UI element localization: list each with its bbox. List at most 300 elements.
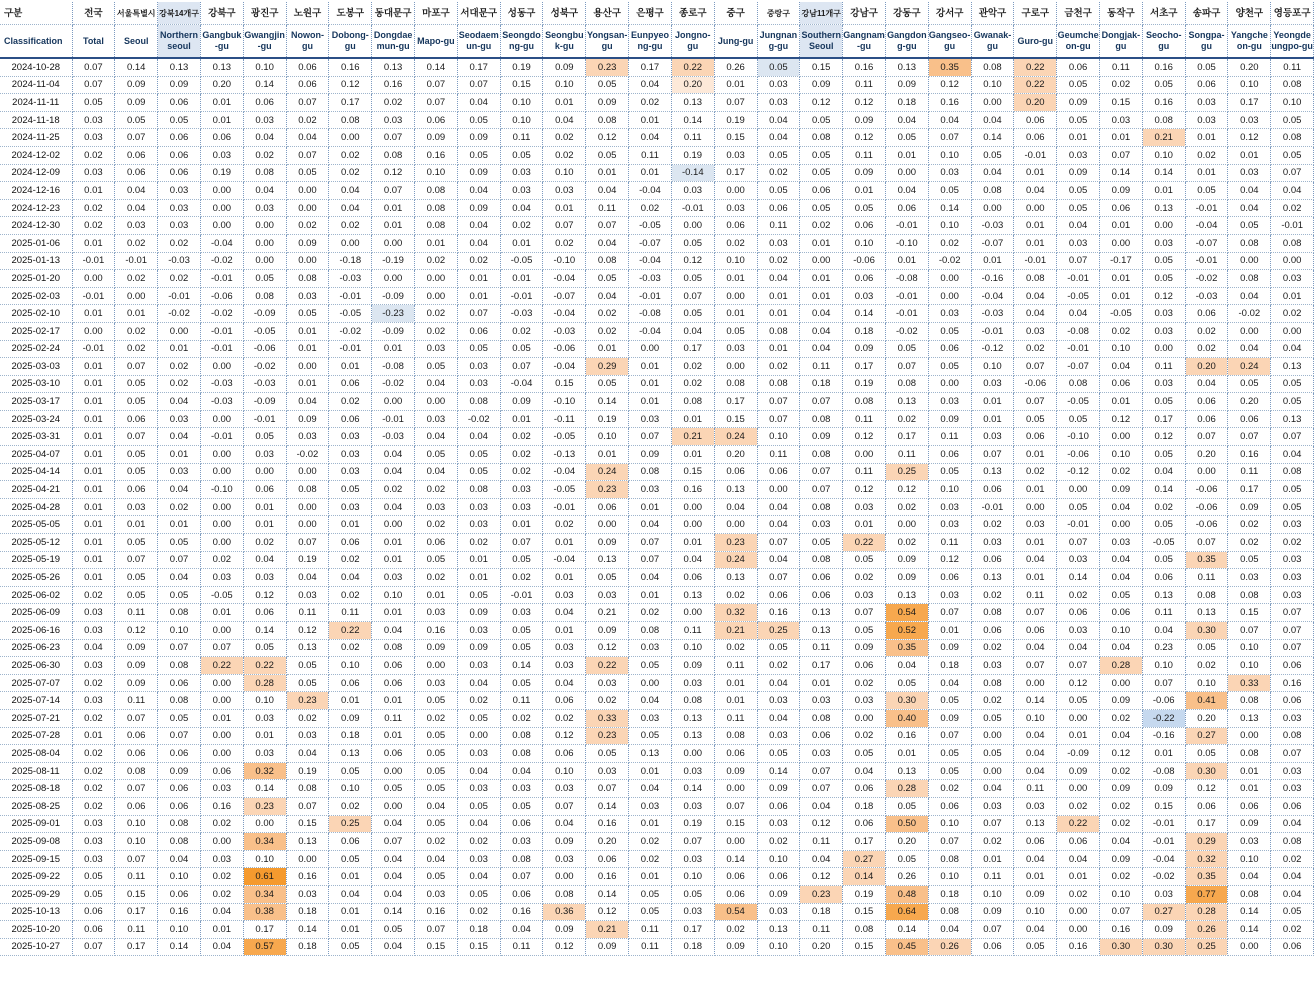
cell-r11-c2: -0.03 — [158, 252, 201, 270]
cell-r22-c19: 0.11 — [885, 446, 928, 464]
table-row — [0, 358, 1314, 376]
cell-r29-c13: 0.04 — [629, 569, 672, 587]
cell-r40-c20: 0.05 — [928, 762, 971, 780]
cell-r38-c23: 0.01 — [1057, 727, 1100, 745]
cell-r24-c8: 0.02 — [415, 481, 458, 499]
cell-r4-c17: 0.08 — [800, 129, 843, 147]
cell-r10-c8: 0.01 — [415, 234, 458, 252]
cell-r16-c18: 0.09 — [843, 340, 886, 358]
cell-r19-c26: 0.06 — [1185, 393, 1228, 411]
table-row — [0, 270, 1314, 288]
cell-r21-c4: 0.05 — [243, 428, 286, 446]
table-row — [0, 938, 1314, 956]
cell-r14-c5: 0.05 — [286, 305, 329, 323]
cell-r40-c3: 0.06 — [200, 762, 243, 780]
cell-r50-c4: 0.57 — [243, 938, 286, 956]
cell-r10-c0: 0.01 — [72, 234, 115, 252]
cell-r46-c18: 0.14 — [843, 868, 886, 886]
cell-r38-c12: 0.23 — [586, 727, 629, 745]
column-header-en-10: Seongdong-gu — [500, 25, 543, 59]
cell-r32-c7: 0.04 — [372, 622, 415, 640]
cell-r44-c14: 0.07 — [671, 833, 714, 851]
cell-r6-c23: 0.09 — [1057, 164, 1100, 182]
cell-r19-c9: 0.08 — [457, 393, 500, 411]
cell-r20-c21: 0.01 — [971, 410, 1014, 428]
cell-r49-c1: 0.11 — [115, 921, 158, 939]
table-row — [0, 709, 1314, 727]
cell-r44-c28: 0.08 — [1271, 833, 1314, 851]
cell-r35-c14: 0.03 — [671, 674, 714, 692]
column-header-kr-15: 중구 — [714, 2, 757, 25]
cell-r12-c23: -0.01 — [1057, 270, 1100, 288]
cell-r5-c22: -0.01 — [1014, 146, 1057, 164]
table-row — [0, 692, 1314, 710]
cell-r23-c25: 0.04 — [1142, 463, 1185, 481]
cell-r26-c9: 0.03 — [457, 516, 500, 534]
cell-r18-c19: 0.08 — [885, 375, 928, 393]
cell-r20-c18: 0.11 — [843, 410, 886, 428]
cell-r16-c1: 0.02 — [115, 340, 158, 358]
cell-r43-c12: 0.16 — [586, 815, 629, 833]
cell-r45-c1: 0.07 — [115, 850, 158, 868]
cell-r40-c12: 0.03 — [586, 762, 629, 780]
cell-r0-c1: 0.14 — [115, 58, 158, 76]
cell-r7-c2: 0.03 — [158, 182, 201, 200]
cell-r19-c23: -0.05 — [1057, 393, 1100, 411]
cell-r33-c8: 0.09 — [415, 639, 458, 657]
cell-r22-c7: 0.04 — [372, 446, 415, 464]
cell-r36-c3: 0.00 — [200, 692, 243, 710]
cell-r34-c10: 0.14 — [500, 657, 543, 675]
cell-r9-c8: 0.08 — [415, 217, 458, 235]
cell-r23-c20: 0.05 — [928, 463, 971, 481]
cell-r26-c18: 0.01 — [843, 516, 886, 534]
cell-r41-c14: 0.14 — [671, 780, 714, 798]
cell-r2-c25: 0.16 — [1142, 94, 1185, 112]
cell-r41-c17: 0.07 — [800, 780, 843, 798]
row-date: 2025-04-21 — [0, 481, 72, 499]
column-header-kr-11: 성북구 — [543, 2, 586, 25]
cell-r44-c21: 0.02 — [971, 833, 1014, 851]
cell-r29-c15: 0.13 — [714, 569, 757, 587]
cell-r41-c28: 0.03 — [1271, 780, 1314, 798]
cell-r43-c24: 0.02 — [1100, 815, 1143, 833]
cell-r41-c0: 0.02 — [72, 780, 115, 798]
cell-r32-c6: 0.22 — [329, 622, 372, 640]
cell-r23-c6: 0.03 — [329, 463, 372, 481]
cell-r15-c0: 0.00 — [72, 322, 115, 340]
cell-r18-c21: 0.03 — [971, 375, 1014, 393]
cell-r12-c16: 0.04 — [757, 270, 800, 288]
cell-r21-c9: 0.04 — [457, 428, 500, 446]
cell-r41-c8: 0.05 — [415, 780, 458, 798]
cell-r12-c10: 0.01 — [500, 270, 543, 288]
cell-r11-c15: 0.10 — [714, 252, 757, 270]
cell-r9-c20: 0.10 — [928, 217, 971, 235]
cell-r21-c23: -0.10 — [1057, 428, 1100, 446]
cell-r8-c19: 0.06 — [885, 199, 928, 217]
cell-r24-c14: 0.16 — [671, 481, 714, 499]
cell-r7-c18: 0.01 — [843, 182, 886, 200]
cell-r18-c14: 0.02 — [671, 375, 714, 393]
cell-r41-c7: 0.05 — [372, 780, 415, 798]
cell-r40-c21: 0.00 — [971, 762, 1014, 780]
cell-r29-c28: 0.03 — [1271, 569, 1314, 587]
cell-r32-c25: 0.04 — [1142, 622, 1185, 640]
cell-r8-c10: 0.04 — [500, 199, 543, 217]
cell-r10-c12: 0.04 — [586, 234, 629, 252]
cell-r17-c16: 0.02 — [757, 358, 800, 376]
cell-r44-c13: 0.02 — [629, 833, 672, 851]
cell-r38-c15: 0.08 — [714, 727, 757, 745]
cell-r45-c3: 0.03 — [200, 850, 243, 868]
cell-r0-c15: 0.26 — [714, 58, 757, 76]
cell-r6-c2: 0.06 — [158, 164, 201, 182]
cell-r38-c5: 0.03 — [286, 727, 329, 745]
cell-r40-c2: 0.09 — [158, 762, 201, 780]
cell-r13-c2: -0.01 — [158, 287, 201, 305]
cell-r41-c4: 0.14 — [243, 780, 286, 798]
cell-r8-c23: 0.05 — [1057, 199, 1100, 217]
cell-r46-c22: 0.01 — [1014, 868, 1057, 886]
cell-r32-c27: 0.07 — [1228, 622, 1271, 640]
cell-r36-c24: 0.09 — [1100, 692, 1143, 710]
cell-r23-c12: 0.24 — [586, 463, 629, 481]
cell-r43-c26: 0.17 — [1185, 815, 1228, 833]
cell-r42-c3: 0.16 — [200, 797, 243, 815]
table-row — [0, 797, 1314, 815]
cell-r24-c24: 0.09 — [1100, 481, 1143, 499]
cell-r5-c1: 0.06 — [115, 146, 158, 164]
cell-r20-c8: 0.03 — [415, 410, 458, 428]
cell-r18-c26: 0.04 — [1185, 375, 1228, 393]
cell-r18-c20: 0.00 — [928, 375, 971, 393]
cell-r12-c20: 0.00 — [928, 270, 971, 288]
cell-r10-c9: 0.04 — [457, 234, 500, 252]
cell-r13-c22: 0.04 — [1014, 287, 1057, 305]
cell-r50-c21: 0.06 — [971, 938, 1014, 956]
cell-r20-c14: 0.01 — [671, 410, 714, 428]
cell-r28-c25: 0.05 — [1142, 551, 1185, 569]
cell-r6-c12: 0.01 — [586, 164, 629, 182]
cell-r48-c22: 0.10 — [1014, 903, 1057, 921]
cell-r50-c6: 0.05 — [329, 938, 372, 956]
cell-r24-c11: -0.05 — [543, 481, 586, 499]
cell-r38-c11: 0.12 — [543, 727, 586, 745]
column-header-en-2: Northern seoul — [158, 25, 201, 59]
cell-r48-c10: 0.16 — [500, 903, 543, 921]
table-row — [0, 780, 1314, 798]
cell-r27-c0: 0.01 — [72, 534, 115, 552]
cell-r15-c2: 0.00 — [158, 322, 201, 340]
cell-r18-c5: 0.01 — [286, 375, 329, 393]
cell-r19-c16: 0.07 — [757, 393, 800, 411]
cell-r34-c27: 0.10 — [1228, 657, 1271, 675]
cell-r3-c14: 0.14 — [671, 111, 714, 129]
row-date: 2025-06-02 — [0, 586, 72, 604]
cell-r14-c15: 0.01 — [714, 305, 757, 323]
cell-r31-c9: 0.09 — [457, 604, 500, 622]
cell-r39-c5: 0.04 — [286, 745, 329, 763]
cell-r43-c14: 0.19 — [671, 815, 714, 833]
cell-r46-c15: 0.06 — [714, 868, 757, 886]
table-row — [0, 745, 1314, 763]
row-date: 2025-03-17 — [0, 393, 72, 411]
cell-r47-c7: 0.04 — [372, 885, 415, 903]
cell-r31-c13: 0.02 — [629, 604, 672, 622]
column-header-en-12: Yongsan-gu — [586, 25, 629, 59]
cell-r0-c0: 0.07 — [72, 58, 115, 76]
row-date: 2025-03-24 — [0, 410, 72, 428]
cell-r43-c27: 0.09 — [1228, 815, 1271, 833]
table-row — [0, 622, 1314, 640]
row-date: 2025-09-15 — [0, 850, 72, 868]
cell-r23-c14: 0.15 — [671, 463, 714, 481]
cell-r4-c23: 0.01 — [1057, 129, 1100, 147]
cell-r37-c27: 0.13 — [1228, 709, 1271, 727]
cell-r19-c6: 0.02 — [329, 393, 372, 411]
cell-r40-c28: 0.03 — [1271, 762, 1314, 780]
cell-r21-c11: -0.05 — [543, 428, 586, 446]
cell-r8-c6: 0.04 — [329, 199, 372, 217]
cell-r38-c10: 0.08 — [500, 727, 543, 745]
cell-r28-c15: 0.24 — [714, 551, 757, 569]
cell-r47-c21: 0.10 — [971, 885, 1014, 903]
cell-r13-c20: 0.00 — [928, 287, 971, 305]
cell-r20-c28: 0.13 — [1271, 410, 1314, 428]
cell-r31-c17: 0.13 — [800, 604, 843, 622]
cell-r0-c3: 0.13 — [200, 58, 243, 76]
cell-r25-c18: 0.03 — [843, 498, 886, 516]
cell-r9-c21: -0.03 — [971, 217, 1014, 235]
cell-r24-c13: 0.03 — [629, 481, 672, 499]
cell-r24-c9: 0.08 — [457, 481, 500, 499]
cell-r40-c26: 0.30 — [1185, 762, 1228, 780]
cell-r26-c10: 0.01 — [500, 516, 543, 534]
cell-r43-c10: 0.06 — [500, 815, 543, 833]
cell-r27-c18: 0.22 — [843, 534, 886, 552]
cell-r46-c24: 0.02 — [1100, 868, 1143, 886]
cell-r32-c26: 0.30 — [1185, 622, 1228, 640]
row-date: 2025-07-14 — [0, 692, 72, 710]
cell-r45-c4: 0.10 — [243, 850, 286, 868]
row-date: 2025-09-01 — [0, 815, 72, 833]
cell-r16-c11: -0.06 — [543, 340, 586, 358]
cell-r34-c7: 0.06 — [372, 657, 415, 675]
cell-r45-c11: 0.03 — [543, 850, 586, 868]
row-date: 2024-12-16 — [0, 182, 72, 200]
cell-r25-c27: 0.09 — [1228, 498, 1271, 516]
cell-r47-c19: 0.48 — [885, 885, 928, 903]
cell-r35-c6: 0.06 — [329, 674, 372, 692]
cell-r21-c17: 0.09 — [800, 428, 843, 446]
cell-r9-c1: 0.03 — [115, 217, 158, 235]
cell-r5-c2: 0.06 — [158, 146, 201, 164]
cell-r24-c6: 0.05 — [329, 481, 372, 499]
cell-r50-c12: 0.09 — [586, 938, 629, 956]
cell-r43-c16: 0.03 — [757, 815, 800, 833]
cell-r9-c14: 0.00 — [671, 217, 714, 235]
cell-r38-c27: 0.00 — [1228, 727, 1271, 745]
cell-r13-c21: -0.04 — [971, 287, 1014, 305]
cell-r16-c10: 0.05 — [500, 340, 543, 358]
cell-r2-c8: 0.07 — [415, 94, 458, 112]
cell-r33-c4: 0.05 — [243, 639, 286, 657]
cell-r14-c24: -0.05 — [1100, 305, 1143, 323]
cell-r15-c1: 0.02 — [115, 322, 158, 340]
cell-r15-c9: 0.06 — [457, 322, 500, 340]
cell-r49-c24: 0.16 — [1100, 921, 1143, 939]
cell-r28-c14: 0.04 — [671, 551, 714, 569]
cell-r10-c26: -0.07 — [1185, 234, 1228, 252]
cell-r31-c21: 0.08 — [971, 604, 1014, 622]
cell-r17-c21: 0.10 — [971, 358, 1014, 376]
cell-r42-c7: 0.00 — [372, 797, 415, 815]
column-header-en-15: Jung-gu — [714, 25, 757, 59]
cell-r17-c18: 0.17 — [843, 358, 886, 376]
cell-r9-c11: 0.07 — [543, 217, 586, 235]
cell-r3-c5: 0.02 — [286, 111, 329, 129]
table-row — [0, 410, 1314, 428]
cell-r40-c9: 0.04 — [457, 762, 500, 780]
cell-r2-c14: 0.13 — [671, 94, 714, 112]
cell-r5-c24: 0.07 — [1100, 146, 1143, 164]
cell-r26-c13: 0.04 — [629, 516, 672, 534]
cell-r27-c19: 0.02 — [885, 534, 928, 552]
cell-r38-c6: 0.18 — [329, 727, 372, 745]
cell-r27-c20: 0.11 — [928, 534, 971, 552]
column-header-kr-8: 마포구 — [415, 2, 458, 25]
table-row — [0, 393, 1314, 411]
cell-r1-c22: 0.22 — [1014, 76, 1057, 94]
cell-r31-c23: 0.06 — [1057, 604, 1100, 622]
cell-r27-c1: 0.05 — [115, 534, 158, 552]
cell-r27-c7: 0.01 — [372, 534, 415, 552]
cell-r8-c1: 0.04 — [115, 199, 158, 217]
cell-r5-c14: 0.19 — [671, 146, 714, 164]
cell-r22-c20: 0.06 — [928, 446, 971, 464]
cell-r1-c6: 0.12 — [329, 76, 372, 94]
cell-r28-c4: 0.04 — [243, 551, 286, 569]
cell-r50-c20: 0.26 — [928, 938, 971, 956]
cell-r35-c26: 0.10 — [1185, 674, 1228, 692]
cell-r7-c0: 0.01 — [72, 182, 115, 200]
cell-r7-c28: 0.04 — [1271, 182, 1314, 200]
cell-r18-c0: 0.01 — [72, 375, 115, 393]
column-header-kr-22: 구로구 — [1014, 2, 1057, 25]
cell-r21-c13: 0.07 — [629, 428, 672, 446]
cell-r18-c28: 0.05 — [1271, 375, 1314, 393]
cell-r6-c13: 0.01 — [629, 164, 672, 182]
cell-r23-c28: 0.08 — [1271, 463, 1314, 481]
cell-r37-c17: 0.08 — [800, 709, 843, 727]
cell-r19-c22: 0.07 — [1014, 393, 1057, 411]
cell-r29-c6: 0.04 — [329, 569, 372, 587]
cell-r20-c11: -0.11 — [543, 410, 586, 428]
cell-r8-c21: 0.00 — [971, 199, 1014, 217]
column-header-kr-0: 전국 — [72, 2, 115, 25]
table-row — [0, 94, 1314, 112]
cell-r16-c2: 0.01 — [158, 340, 201, 358]
cell-r34-c8: 0.00 — [415, 657, 458, 675]
cell-r22-c24: 0.10 — [1100, 446, 1143, 464]
cell-r9-c7: 0.01 — [372, 217, 415, 235]
cell-r12-c21: -0.16 — [971, 270, 1014, 288]
cell-r24-c5: 0.08 — [286, 481, 329, 499]
cell-r44-c27: 0.03 — [1228, 833, 1271, 851]
row-date: 2025-09-22 — [0, 868, 72, 886]
cell-r39-c20: 0.05 — [928, 745, 971, 763]
cell-r18-c22: -0.06 — [1014, 375, 1057, 393]
row-date: 2025-01-13 — [0, 252, 72, 270]
cell-r50-c28: 0.06 — [1271, 938, 1314, 956]
cell-r5-c4: 0.02 — [243, 146, 286, 164]
cell-r3-c11: 0.04 — [543, 111, 586, 129]
column-header-kr-9: 서대문구 — [457, 2, 500, 25]
cell-r40-c17: 0.07 — [800, 762, 843, 780]
cell-r4-c21: 0.14 — [971, 129, 1014, 147]
cell-r21-c19: 0.17 — [885, 428, 928, 446]
cell-r38-c19: 0.16 — [885, 727, 928, 745]
cell-r50-c3: 0.04 — [200, 938, 243, 956]
row-date: 2025-07-28 — [0, 727, 72, 745]
cell-r37-c2: 0.05 — [158, 709, 201, 727]
cell-r48-c15: 0.54 — [714, 903, 757, 921]
cell-r15-c24: 0.02 — [1100, 322, 1143, 340]
cell-r40-c8: 0.05 — [415, 762, 458, 780]
cell-r7-c10: 0.03 — [500, 182, 543, 200]
cell-r39-c11: 0.06 — [543, 745, 586, 763]
cell-r46-c10: 0.07 — [500, 868, 543, 886]
cell-r9-c18: 0.06 — [843, 217, 886, 235]
cell-r5-c7: 0.08 — [372, 146, 415, 164]
cell-r6-c18: 0.09 — [843, 164, 886, 182]
cell-r40-c22: 0.04 — [1014, 762, 1057, 780]
cell-r10-c27: 0.08 — [1228, 234, 1271, 252]
cell-r5-c28: 0.05 — [1271, 146, 1314, 164]
cell-r12-c7: 0.00 — [372, 270, 415, 288]
cell-r31-c4: 0.06 — [243, 604, 286, 622]
cell-r25-c13: 0.01 — [629, 498, 672, 516]
cell-r23-c13: 0.08 — [629, 463, 672, 481]
cell-r48-c5: 0.18 — [286, 903, 329, 921]
cell-r25-c6: 0.03 — [329, 498, 372, 516]
cell-r8-c28: 0.02 — [1271, 199, 1314, 217]
cell-r33-c15: 0.02 — [714, 639, 757, 657]
cell-r38-c0: 0.01 — [72, 727, 115, 745]
cell-r20-c19: 0.02 — [885, 410, 928, 428]
cell-r26-c22: 0.03 — [1014, 516, 1057, 534]
cell-r4-c10: 0.11 — [500, 129, 543, 147]
cell-r25-c12: 0.06 — [586, 498, 629, 516]
cell-r20-c12: 0.19 — [586, 410, 629, 428]
cell-r2-c10: 0.10 — [500, 94, 543, 112]
cell-r8-c9: 0.09 — [457, 199, 500, 217]
cell-r27-c5: 0.07 — [286, 534, 329, 552]
cell-r10-c16: 0.03 — [757, 234, 800, 252]
cell-r1-c11: 0.10 — [543, 76, 586, 94]
cell-r42-c21: 0.03 — [971, 797, 1014, 815]
cell-r2-c17: 0.12 — [800, 94, 843, 112]
cell-r33-c6: 0.02 — [329, 639, 372, 657]
cell-r43-c22: 0.13 — [1014, 815, 1057, 833]
cell-r2-c3: 0.01 — [200, 94, 243, 112]
cell-r4-c24: 0.01 — [1100, 129, 1143, 147]
cell-r19-c5: 0.04 — [286, 393, 329, 411]
cell-r32-c18: 0.05 — [843, 622, 886, 640]
cell-r7-c9: 0.04 — [457, 182, 500, 200]
cell-r20-c7: -0.01 — [372, 410, 415, 428]
